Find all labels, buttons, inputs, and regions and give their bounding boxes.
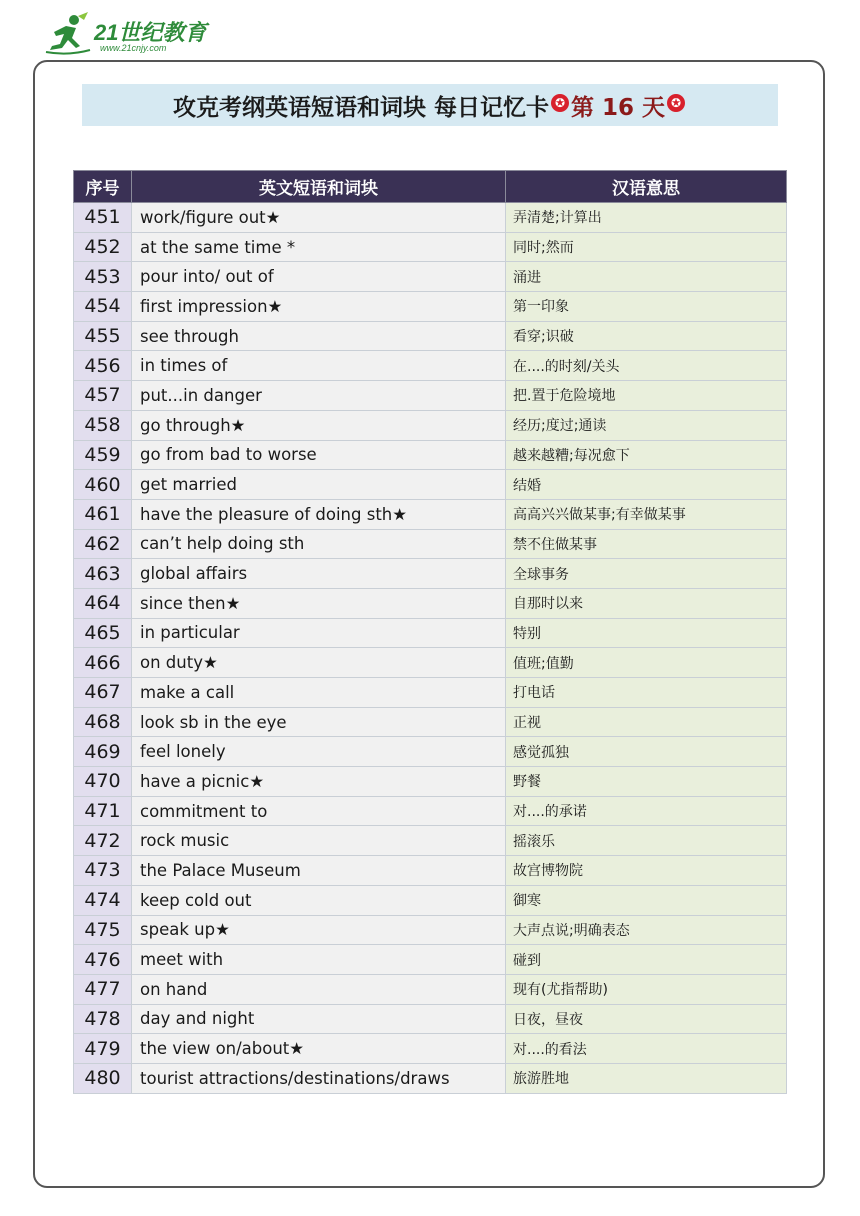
- row-english: first impression★: [132, 292, 506, 322]
- row-number: 466: [74, 648, 132, 678]
- row-english: keep cold out: [132, 885, 506, 915]
- row-number: 469: [74, 737, 132, 767]
- row-english: get married: [132, 470, 506, 500]
- row-english: speak up★: [132, 915, 506, 945]
- row-english: see through: [132, 321, 506, 351]
- table-row: [74, 381, 787, 411]
- table-row: [74, 292, 787, 322]
- row-chinese: 弄清楚;计算出: [506, 203, 787, 233]
- table-row: [74, 767, 787, 797]
- table-row: [74, 1063, 787, 1093]
- row-english: on hand: [132, 974, 506, 1004]
- table-row: [74, 618, 787, 648]
- row-number: 468: [74, 707, 132, 737]
- row-number: 458: [74, 410, 132, 440]
- table-row: [74, 529, 787, 559]
- site-logo: [44, 12, 214, 56]
- table-row: [74, 262, 787, 292]
- row-chinese: 高高兴兴做某事;有幸做某事: [506, 499, 787, 529]
- row-chinese: 自那时以来: [506, 588, 787, 618]
- row-number: 459: [74, 440, 132, 470]
- row-chinese: 日夜，昼夜: [506, 1004, 787, 1034]
- row-english: on duty★: [132, 648, 506, 678]
- table-row: [74, 1004, 787, 1034]
- row-english: in particular: [132, 618, 506, 648]
- row-chinese: 打电话: [506, 678, 787, 708]
- title-day: 第 16 天: [570, 94, 666, 121]
- row-number: 479: [74, 1034, 132, 1064]
- row-number: 462: [74, 529, 132, 559]
- row-english: can’t help doing sth: [132, 529, 506, 559]
- row-chinese: 野餐: [506, 767, 787, 797]
- row-english: tourist attractions/destinations/draws: [132, 1063, 506, 1093]
- table-row: [74, 678, 787, 708]
- header-chinese: 汉语意思: [506, 171, 787, 203]
- row-english: day and night: [132, 1004, 506, 1034]
- row-chinese: 特别: [506, 618, 787, 648]
- row-number: 451: [74, 203, 132, 233]
- row-number: 461: [74, 499, 132, 529]
- page-title: [82, 84, 778, 126]
- row-english: at the same time *: [132, 232, 506, 262]
- row-english: global affairs: [132, 559, 506, 589]
- row-chinese: 全球事务: [506, 559, 787, 589]
- table-row: [74, 470, 787, 500]
- row-number: 474: [74, 885, 132, 915]
- runner-icon: [44, 12, 94, 56]
- row-number: 460: [74, 470, 132, 500]
- row-chinese: 御寒: [506, 885, 787, 915]
- row-number: 472: [74, 826, 132, 856]
- row-english: have the pleasure of doing sth★: [132, 499, 506, 529]
- row-chinese: 越来越糟;每况愈下: [506, 440, 787, 470]
- row-number: 470: [74, 767, 132, 797]
- table-row: [74, 856, 787, 886]
- row-chinese: 感觉孤独: [506, 737, 787, 767]
- logo-url: www.21cnjy.com: [100, 43, 167, 53]
- row-chinese: 故宫博物院: [506, 856, 787, 886]
- row-chinese: 禁不住做某事: [506, 529, 787, 559]
- row-chinese: 摇滚乐: [506, 826, 787, 856]
- row-chinese: 把.置于危险境地: [506, 381, 787, 411]
- table-row: [74, 826, 787, 856]
- row-chinese: 对....的看法: [506, 1034, 787, 1064]
- row-number: 452: [74, 232, 132, 262]
- row-number: 471: [74, 796, 132, 826]
- row-chinese: 同时;然而: [506, 232, 787, 262]
- star-icon: ✪: [551, 94, 569, 112]
- row-english: the view on/about★: [132, 1034, 506, 1064]
- table-row: [74, 974, 787, 1004]
- row-chinese: 旅游胜地: [506, 1063, 787, 1093]
- table-row: [74, 1034, 787, 1064]
- row-english: have a picnic★: [132, 767, 506, 797]
- row-number: 457: [74, 381, 132, 411]
- table-row: [74, 885, 787, 915]
- row-number: 475: [74, 915, 132, 945]
- table-row: [74, 648, 787, 678]
- row-chinese: 碰到: [506, 945, 787, 975]
- row-chinese: 经历;度过;通读: [506, 410, 787, 440]
- row-number: 473: [74, 856, 132, 886]
- table-row: [74, 707, 787, 737]
- table-row: [74, 232, 787, 262]
- row-english: feel lonely: [132, 737, 506, 767]
- row-number: 463: [74, 559, 132, 589]
- table-row: [74, 915, 787, 945]
- row-english: go through★: [132, 410, 506, 440]
- row-english: work/figure out★: [132, 203, 506, 233]
- table-row: [74, 203, 787, 233]
- row-number: 455: [74, 321, 132, 351]
- row-english: look sb in the eye: [132, 707, 506, 737]
- table-header-row: [74, 171, 787, 203]
- row-english: make a call: [132, 678, 506, 708]
- star-icon: ✪: [667, 94, 685, 112]
- table-row: [74, 588, 787, 618]
- header-english: 英文短语和词块: [132, 171, 506, 203]
- row-number: 456: [74, 351, 132, 381]
- header-index: 序号: [74, 171, 132, 203]
- row-english: meet with: [132, 945, 506, 975]
- row-chinese: 值班;值勤: [506, 648, 787, 678]
- table-row: [74, 499, 787, 529]
- title-main: 攻克考纲英语短语和词块 每日记忆卡: [172, 94, 549, 121]
- row-chinese: 大声点说;明确表态: [506, 915, 787, 945]
- table-row: [74, 351, 787, 381]
- row-english: since then★: [132, 588, 506, 618]
- row-english: pour into/ out of: [132, 262, 506, 292]
- row-number: 476: [74, 945, 132, 975]
- row-english: the Palace Museum: [132, 856, 506, 886]
- table-row: [74, 945, 787, 975]
- vocab-table: [73, 170, 787, 1094]
- row-chinese: 正视: [506, 707, 787, 737]
- row-chinese: 在....的时刻/关头: [506, 351, 787, 381]
- table-row: [74, 321, 787, 351]
- row-chinese: 涌进: [506, 262, 787, 292]
- row-english: put...in danger: [132, 381, 506, 411]
- row-number: 467: [74, 678, 132, 708]
- row-chinese: 第一印象: [506, 292, 787, 322]
- table-row: [74, 410, 787, 440]
- table-row: [74, 796, 787, 826]
- row-english: rock music: [132, 826, 506, 856]
- row-english: in times of: [132, 351, 506, 381]
- row-number: 454: [74, 292, 132, 322]
- table-row: [74, 440, 787, 470]
- table-row: [74, 559, 787, 589]
- row-number: 464: [74, 588, 132, 618]
- row-number: 465: [74, 618, 132, 648]
- row-chinese: 对....的承诺: [506, 796, 787, 826]
- logo-text: 21世纪教育: [94, 20, 207, 45]
- row-chinese: 看穿;识破: [506, 321, 787, 351]
- row-chinese: 现有(尤指帮助): [506, 974, 787, 1004]
- row-english: go from bad to worse: [132, 440, 506, 470]
- row-number: 477: [74, 974, 132, 1004]
- row-number: 480: [74, 1063, 132, 1093]
- table-row: [74, 737, 787, 767]
- row-number: 478: [74, 1004, 132, 1034]
- row-number: 453: [74, 262, 132, 292]
- row-chinese: 结婚: [506, 470, 787, 500]
- row-english: commitment to: [132, 796, 506, 826]
